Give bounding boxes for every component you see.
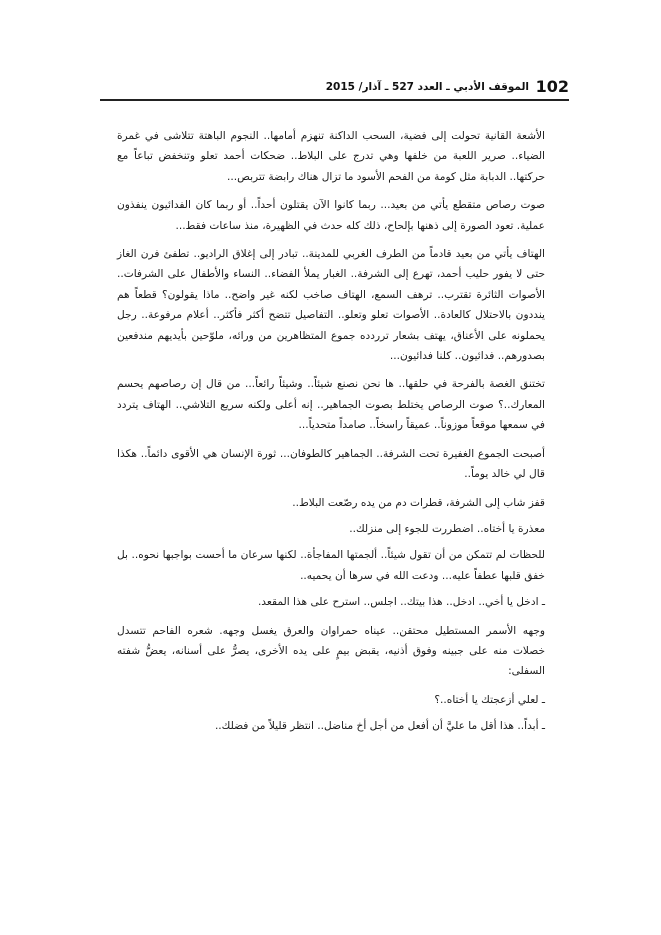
paragraph-chanting: الهتاف يأتي من بعيد قادماً من الطرف الغربي للمدينة.. تبادر إلى إغلاق الراديو.. تطفئ فرن الغاز حتى لا يفور حليب أحمد، تهرع إلى الشرفة.. الغبار يملأ الفضاء.. النساء والأطفال على الشرفات.. الأصوات الثائرة تقترب.. ترهف السمع، الهتاف صاخب لكنه غير واضح.. ماذا يقولون؟ قطعاً هم ينددون بالاحتلال كالعادة.. الأصوات تعلو وتعلو.. التفاصيل تتضح أكثر فأكثر.. أعلام مرفوعة.. رجل يحملونه على الأعناق، يهتف بشعار ترردده جموع المتظاهرين من ورائه، ملوّحين بأيديهم مندفعين بصدورهم.. فدائيون.. كلنا فدائيون... — [117, 248, 545, 363]
paragraph-answer: ـ أبداً.. هذا أقل ما عليَّ أن أفعل من أجل أخ مناضل.. انتظر قليلاً من فضلك.. — [214, 720, 545, 733]
paragraph-question: ـ لعلي أزعجتك يا أختاه..؟ — [434, 693, 545, 706]
page-number: 102 — [535, 77, 569, 96]
journal-issue-line: الموقف الأدبي ـ العدد 527 ـ آذار/ 2015 — [325, 81, 529, 93]
header-divider — [100, 99, 569, 101]
paragraph-young-man: قفز شاب إلى الشرفة، قطرات دم من يده رصّعت البلاط.. — [292, 496, 545, 509]
paragraph-dawn: الأشعة القانية تحولت إلى فضية، السحب الداكنة تنهزم أمامها.. النجوم الباهتة تتلاشى في غمرة الضياء.. صرير اللعبة من خلفها وهي تدرج على البلاط.. ضحكات أحمد تعلو وتنخفض تباعاً مع حركتها.. الدبابة مثل كومة من الفحم الأسود ما تزال هناك رابضة تتربص... — [117, 130, 545, 183]
paragraph-description: وجهه الأسمر المستطيل محتقن.. عيناه حمراوان والعرق يغسل وجهه. شعره الفاحم تتسدل خصلات منه على جبينه وفوق أذنيه، يقبض بيمٍ على يده الأخرى، يصرُّ على أسنانه، يعضُّ شفته السفلى: — [117, 624, 545, 678]
paragraph-surprise: للحظات لم تتمكن من أن تقول شيئاً.. ألجمتها المفاجأة.. لكنها سرعان ما أحست بواجبها نحوه.. بل خفق قلبها عطفاً عليه... ودعت الله في سرها أن يحميه.. — [117, 549, 545, 582]
paragraph-joy: تختنق الغصة بالفرحة في حلقها.. ها نحن نصنع شيئاً.. وشيئاً رائعاً... من قال إن رصاصهم يحسم المعارك..؟ صوت الرصاص يختلط بصوت الجماهير.. إنه أعلى ولكنه سريع التلاشي.. الهتاف يتردد في سمعها موقعاً موزوناً.. عميقاً راسخاً.. صامداً متحدياً... — [117, 378, 545, 432]
paragraph-crowds: أصبحت الجموع الغفيرة تحت الشرفة.. الجماهير كالطوفان... ثورة الإنسان هي الأقوى دائماً.. هكذا قال لي خالد يوماً.. — [117, 447, 545, 481]
paragraph-apology: معذرة يا أختاه.. اضطررت للجوء إلى منزلك.. — [349, 522, 545, 535]
paragraph-gunfire: صوت رصاص متقطع يأتي من بعيد... ربما كانوا الآن يقتلون أحداً.. أو ربما كان الفدائيون ينفذون عملية. تعود الصورة إلى ذهنها بإلحاح، ذلك كله حدث في الظهيرة، منذ ساعات فقط... — [117, 199, 545, 232]
paragraph-welcome: ـ ادخل يا أخي.. ادخل.. هذا بيتك.. اجلس.. استرح على هذا المقعد. — [257, 596, 545, 609]
page-header — [100, 76, 569, 98]
story-body — [117, 126, 545, 745]
